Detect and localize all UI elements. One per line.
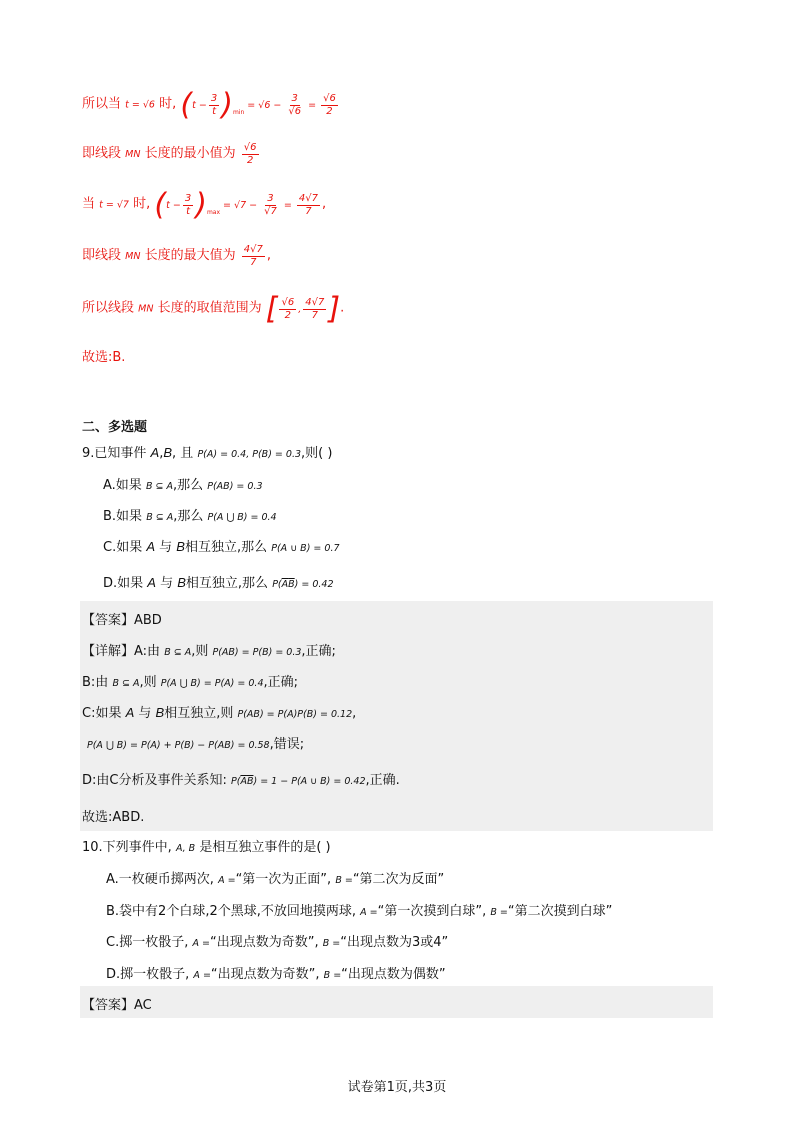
q9-option-c: C.如果 A 与 B相互独立,那么 P(A ∪ B) = 0.7: [103, 539, 340, 555]
q9-detail-d: D:由C分析及事件关系知: $P(\overline{A}\overline{B}) = 1 - P(A$ ∪ B) = 0.42,正确.: [82, 773, 400, 788]
solution-line-4: 即线段 MN 长度的最大值为 $\frac{4√7}{7}$ ,: [82, 244, 272, 268]
q10-option-b: B.袋中有2个白球,2个黑球,不放回地摸两球, A =“第一次摸到白球”, B =“第二次摸到白球”: [106, 904, 613, 919]
solution-line-1: 所以当 t = √6 时, (t − $\frac{3}{t}$ )$_{min} = √6$ − $\frac{3}{√6}$ = $\frac{√6}{2}$: [82, 87, 336, 122]
q10-option-c: C.掷一枚骰子, A =“出现点数为奇数”, B =“出现点数为3或4”: [106, 935, 449, 950]
solution-line-2: 即线段 MN 长度的最小值为 $\frac{√6}{2}$: [82, 142, 257, 166]
q9-detail-c2: P(A ⋃ B) = P(A) + P(B) − P(AB) = 0.58,错误;: [87, 737, 305, 752]
q9-detail-b: B:由 B ⊆ A,则 P(A ⋃ B) = P(A) = 0.4,正确;: [82, 675, 299, 690]
solution-line-5: 所以线段 MN 长度的取值范围为 [ $\frac{√6}{2}$ , $\frac{4√7}{7}$ ].: [82, 291, 345, 326]
section-title: 二、多选题: [82, 420, 148, 435]
q9-option-b: B.如果 B ⊆ A,那么 P(A ⋃ B) = 0.4: [103, 509, 277, 524]
q9-answer: 【答案】ABD: [82, 613, 162, 628]
q9-detail-end: 故选:ABD.: [82, 810, 145, 825]
q9-option-d: D.如果 A 与 B相互独立,那么 $P(\overline{A}\overline{B}) = 0.42$: [103, 575, 334, 591]
q10-option-a: A.一枚硬币掷两次, A =“第一次为正面”, B =“第二次为反面”: [106, 872, 445, 887]
q10-stem: 10.下列事件中, A, B 是相互独立事件的是( ): [82, 840, 331, 855]
q10-option-d: D.掷一枚骰子, A =“出现点数为奇数”, B =“出现点数为偶数”: [106, 967, 446, 982]
q9-detail-a: 【详解】A:由 B ⊆ A,则 P(AB) = P(B) = 0.3,正确;: [82, 644, 336, 659]
q10-answer: 【答案】AC: [82, 998, 152, 1013]
solution-line-6: 故选:B.: [82, 350, 126, 365]
page-footer: 试卷第1页,共3页: [347, 1080, 447, 1095]
solution-line-3: 当 t = √7 时, (t − $\frac{3}{t}$ )$_{max} = √7$ − $\frac{3}{√7}$ = $\frac{4√7}{7}$ ,: [82, 187, 327, 222]
q9-option-a: A.如果 B ⊆ A,那么 P(AB) = 0.3: [103, 478, 263, 493]
q10-answer-box: [80, 986, 713, 1018]
q9-stem: 9.已知事件 A,B, 且 P(A) = 0.4, P(B) = 0.3,则( ): [82, 445, 333, 461]
q9-detail-c: C:如果 A 与 B相互独立,则 P(AB) = P(A)P(B) = 0.12,: [82, 705, 357, 721]
